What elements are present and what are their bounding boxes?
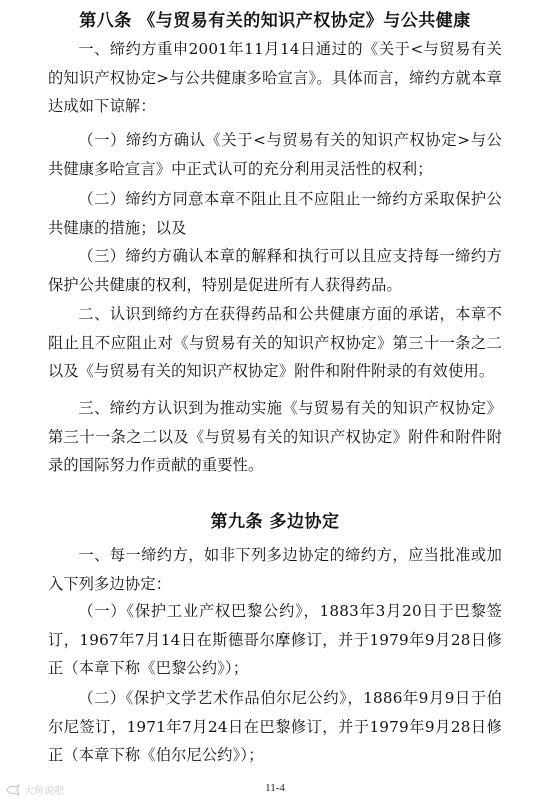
article-9-heading: 第九条 多边协定	[210, 512, 340, 532]
article-8-paragraph-2: 二、认识到缔约方在获得药品和公共健康方面的承诺，本章不阻止且不应阻止对《与贸易有关的知识产权协定》第三十一条之二以及《与贸易有关的知识产权协定》附件和附件附录的有效使用。	[48, 305, 502, 380]
article-8-paragraph-3: 三、缔约方认识到为推动实施《与贸易有关的知识产权协定》第三十一条之二以及《与贸易有关的知识产权协定》附件和附件附录的国际努力作贡献的重要性。	[48, 399, 502, 474]
article-9-item-2: （二）《保护文学艺术作品伯尔尼公约》，1886年9月9日于伯尔尼签订，1971年7月24日在巴黎修订，并于1979年9月28日修正（本章下称《伯尔尼公约》）；	[48, 689, 502, 764]
article-9-item-1: （一）《保护工业产权巴黎公约》，1883年3月20日于巴黎签订，1967年7月14日在斯德哥尔摩修订，并于1979年9月28日修正（本章下称《巴黎公约》）；	[48, 602, 502, 677]
page-number: 11-4	[265, 782, 285, 794]
article-8-item-3: （三）缔约方确认本章的解释和执行可以且应支持每一缔约方保护公共健康的权利，特别是促进所有人获得药品。	[48, 247, 502, 294]
article-9-paragraph-1: 一、每一缔约方，如非下列多边协定的缔约方，应当批准或加入下列多边协定：	[48, 546, 502, 593]
article-8-heading: 第八条 《与贸易有关的知识产权协定》与公共健康	[79, 11, 471, 31]
article-8-item-1: （一）缔约方确认《关于<与贸易有关的知识产权协定>与公共健康多哈宣言》中正式认可的充分利用灵活性的权利；	[48, 131, 502, 178]
article-8-item-2: （二）缔约方同意本章不阻止且不应阻止一缔约方采取保护公共健康的措施；以及	[48, 190, 502, 237]
watermark-text: 大鱼说吧	[24, 786, 64, 797]
article-8-paragraph-1: 一、缔约方重申2001年11月14日通过的《关于<与贸易有关的知识产权协定>与公共健康多哈宣言》。具体而言，缔约方就本章达成如下谅解：	[48, 40, 502, 115]
